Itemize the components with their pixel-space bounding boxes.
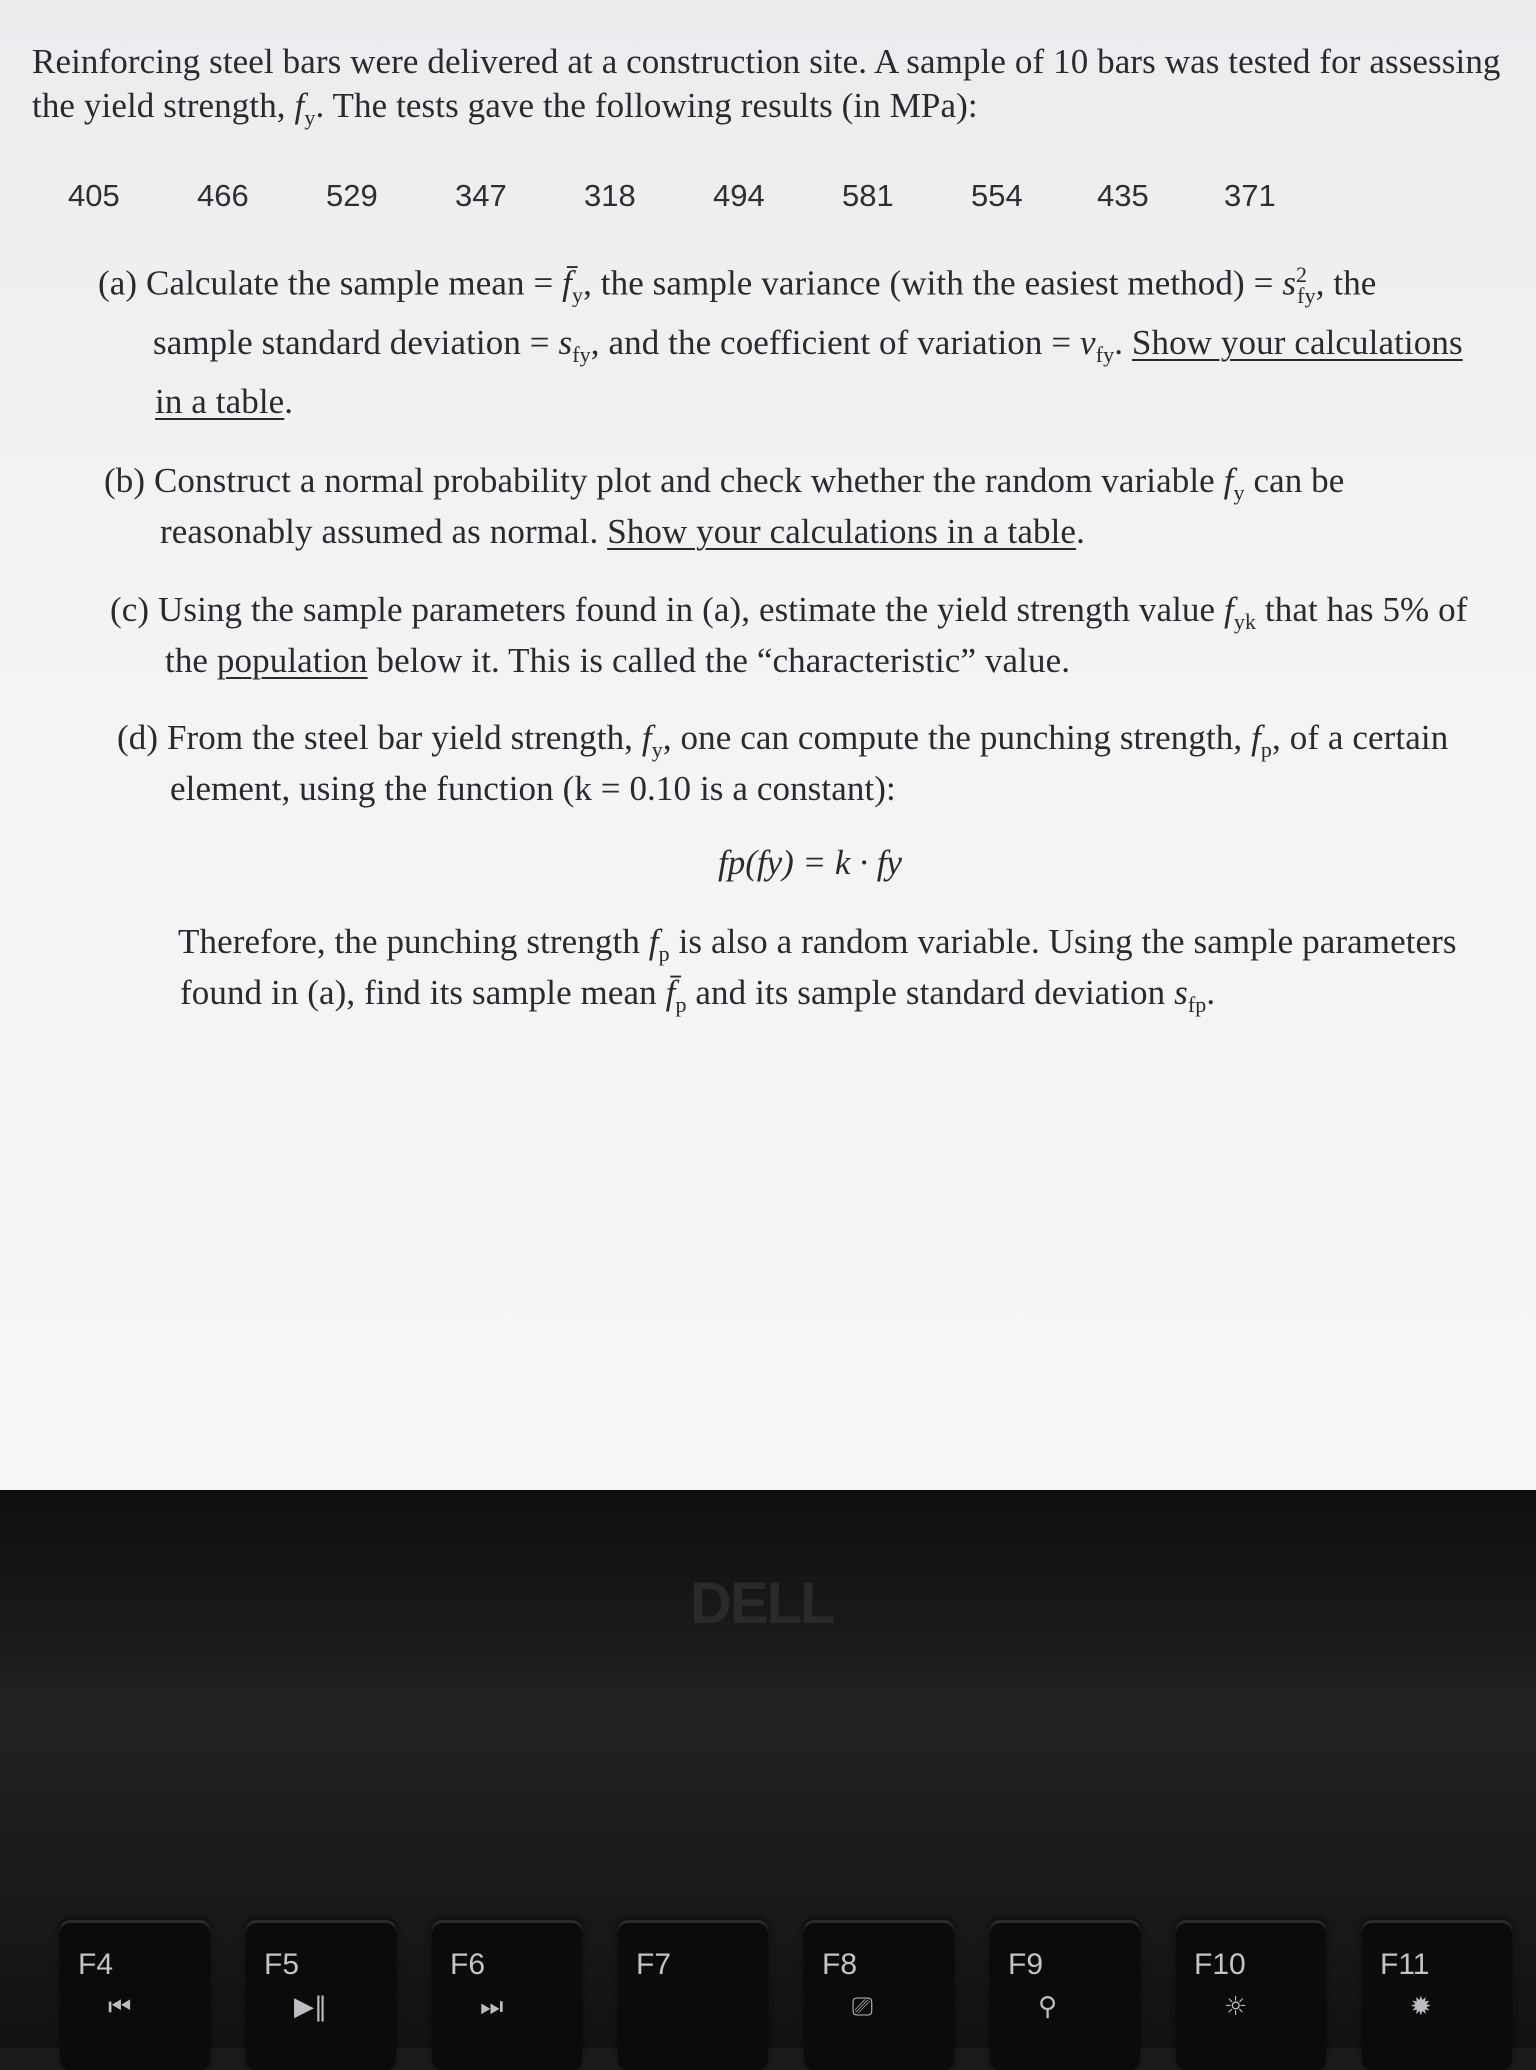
intro-text-1: Reinforcing steel bars were delivered at a construction site. A sample of 10 bars was tested for assessing — [32, 42, 1501, 81]
result-value: 318 — [584, 178, 636, 213]
text: (b) Construct a normal probability plot and check whether the random variable — [104, 461, 1224, 500]
part-d-line-1 — [117, 718, 1448, 763]
brightness-up-icon: ✹ — [1410, 1992, 1432, 2022]
text: , the sample variance (with the easiest method) = — [583, 263, 1283, 303]
dell-logo: DELL — [690, 1571, 834, 1636]
result-value: 347 — [455, 178, 507, 213]
search-icon: ⚲ — [1038, 1992, 1058, 2022]
part-a-line-2 — [153, 323, 1463, 368]
text: (a) Calculate the sample mean = — [98, 263, 563, 303]
var-s: s — [558, 323, 573, 362]
punching-formula: fp(fy) = k · fy — [718, 843, 902, 882]
result-value: 494 — [713, 178, 765, 213]
underlined-word: population — [216, 641, 368, 680]
previous-track-icon: ⏮ — [108, 1992, 132, 2022]
text: that has 5% of — [1256, 590, 1468, 629]
var-v: v — [1080, 323, 1096, 362]
sub: y — [571, 282, 584, 308]
sub: fy — [1297, 282, 1316, 308]
brightness-down-icon: ☼ — [1224, 1992, 1248, 2022]
text: (d) From the steel bar yield strength, — [117, 718, 642, 757]
result-value: 529 — [326, 178, 378, 213]
text: . — [1114, 323, 1132, 362]
text: found in (a), find its sample mean — [180, 973, 666, 1012]
var-f: f — [648, 922, 659, 961]
text: , and the coefficient of variation = — [590, 323, 1081, 362]
var-f: f — [641, 718, 652, 757]
key-label: F8 — [822, 1948, 858, 1981]
part-a-line-3 — [155, 382, 293, 422]
underlined-instruction: Show your calculations — [1131, 323, 1463, 362]
text: Therefore, the punching strength — [178, 922, 649, 961]
part-b-line-2 — [160, 512, 1085, 552]
var-s: s — [1174, 973, 1188, 1012]
underlined-instruction: in a table — [155, 382, 285, 421]
part-d-line-4 — [180, 973, 1215, 1018]
key-label: F11 — [1380, 1948, 1430, 1981]
sub: fy — [1095, 342, 1115, 367]
display-switch-icon: ⎚ — [852, 1992, 873, 2022]
key-label: F7 — [636, 1948, 672, 1981]
text: , one can compute the punching strength, — [662, 718, 1252, 757]
result-value: 405 — [68, 178, 120, 213]
var-f: f — [1223, 461, 1234, 500]
text: sample standard deviation = — [153, 323, 559, 362]
var-f: f — [1224, 590, 1234, 629]
intro-text-2a: the yield strength, — [32, 86, 295, 125]
sub: fy — [572, 342, 591, 367]
intro-line-1 — [32, 42, 1501, 82]
var-sub: y — [304, 105, 316, 130]
text: is also a random variable. Using the sample parameters — [669, 922, 1457, 961]
sub: y — [1233, 480, 1245, 505]
text: below it. This is called the “characteristic” value. — [367, 641, 1071, 680]
text: (c) Using the sample parameters found in (a), estimate the yield strength value — [110, 590, 1225, 629]
next-track-icon: ⏭ — [480, 1992, 504, 2022]
text: , the — [1315, 263, 1377, 303]
play-pause-icon: ▶‖ — [294, 1992, 327, 2022]
sub: fp — [1187, 992, 1207, 1017]
result-value: 466 — [197, 178, 249, 213]
part-c-line-1 — [110, 590, 1468, 635]
intro-line-2 — [32, 86, 978, 131]
result-value: 435 — [1097, 178, 1149, 213]
var-f-bar: f̄ — [562, 263, 572, 303]
sub: y — [651, 737, 663, 762]
sub: p — [675, 992, 687, 1017]
sub: yk — [1233, 609, 1257, 634]
text: can be — [1244, 461, 1345, 500]
key-label: F6 — [450, 1948, 486, 1981]
part-a-line-1 — [98, 262, 1376, 309]
var-s: s — [1282, 263, 1297, 303]
result-value: 554 — [971, 178, 1023, 213]
key-label: F10 — [1194, 1948, 1246, 1981]
result-value: 371 — [1224, 178, 1276, 213]
text: and its sample standard deviation — [686, 973, 1175, 1012]
text: . — [1206, 973, 1216, 1012]
key-label: F5 — [264, 1948, 300, 1981]
text: reasonably assumed as normal. — [160, 512, 608, 551]
text: . — [1076, 512, 1085, 551]
result-value: 581 — [842, 178, 894, 213]
sub: p — [658, 941, 670, 966]
var-f: f — [294, 86, 305, 125]
sup: 2 — [1296, 262, 1308, 287]
intro-text-2b: . The tests gave the following results (in MPa): — [315, 86, 978, 125]
part-c-line-2 — [165, 641, 1070, 681]
text: . — [284, 382, 294, 421]
text: the — [165, 641, 217, 680]
part-d-line-3 — [178, 922, 1457, 967]
text: , of a certain — [1272, 718, 1449, 757]
part-b-line-1 — [104, 461, 1344, 506]
key-label: F9 — [1008, 1948, 1044, 1981]
underlined-instruction: Show your calculations in a table — [607, 512, 1077, 551]
var-f-bar: f̄ — [665, 973, 676, 1012]
key-label: F4 — [78, 1948, 114, 1981]
sub: p — [1260, 737, 1273, 762]
part-d-line-2 — [170, 769, 896, 809]
var-f: f — [1251, 718, 1261, 757]
text: element, using the function (k = 0.10 is a constant): — [170, 769, 896, 808]
